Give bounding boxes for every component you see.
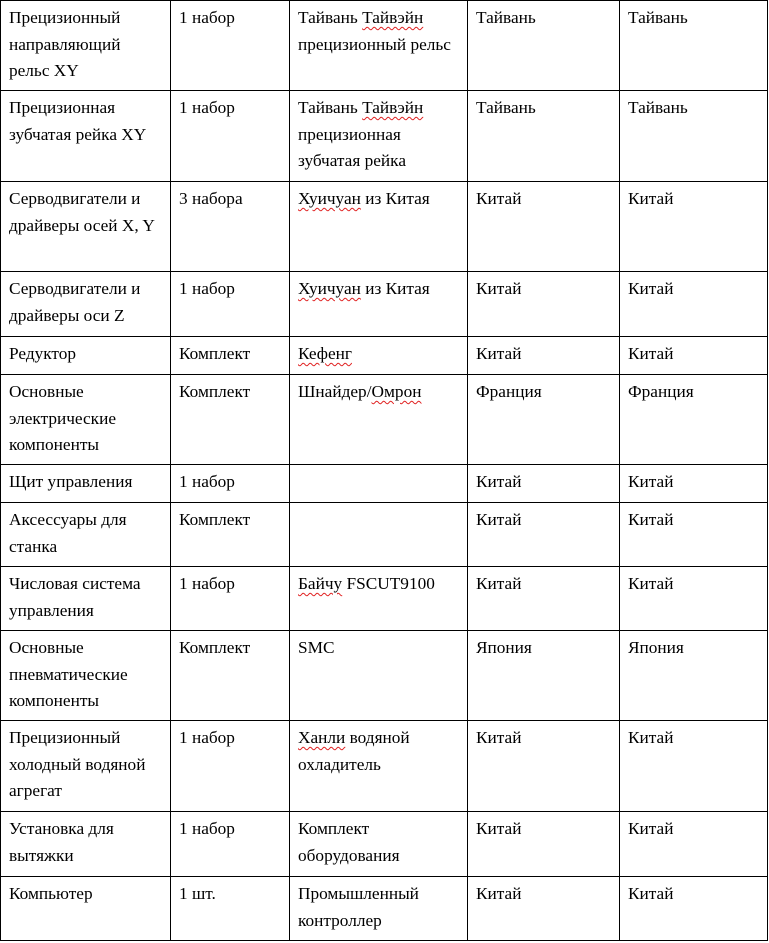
manufacturer-cell: Япония (620, 631, 768, 721)
spellcheck-word: Кефенг (298, 344, 352, 363)
quantity-cell: 3 набора (171, 182, 290, 272)
table-row (1, 91, 768, 182)
component-cell: Числовая система управления (1, 567, 171, 631)
component-cell: Основные электрические компоненты (1, 375, 171, 465)
brand-text: Комплект оборудования (298, 819, 400, 865)
brand-cell (290, 631, 468, 721)
component-cell: Серводвигатели и драйверы осей X, Y (1, 182, 171, 272)
origin-cell: Франция (468, 375, 620, 465)
table-row (1, 465, 768, 503)
component-cell: Прецизионная зубчатая рейка XY (1, 91, 171, 182)
brand-text-tail: прецизионный рельс (298, 34, 451, 54)
manufacturer-cell: Китай (620, 877, 768, 941)
table-row (1, 272, 768, 337)
origin-cell: Китай (468, 812, 620, 877)
table-row (1, 812, 768, 877)
origin-cell: Китай (468, 465, 620, 503)
manufacturer-cell: Китай (620, 272, 768, 337)
component-cell: Прецизионный направляющий рельс XY (1, 1, 171, 91)
table-row (1, 1, 768, 91)
origin-cell: Китай (468, 503, 620, 567)
brand-text-tail: из Китая (365, 279, 430, 298)
origin-cell: Китай (468, 272, 620, 337)
manufacturer-cell: Китай (620, 182, 768, 272)
brand-cell (290, 877, 468, 941)
quantity-cell: 1 набор (171, 1, 290, 91)
origin-cell: Китай (468, 337, 620, 375)
component-cell: Редуктор (1, 337, 171, 375)
table-row (1, 375, 768, 465)
origin-cell: Япония (468, 631, 620, 721)
quantity-cell: 1 набор (171, 91, 290, 182)
brand-text-tail: FSCUT9100 (346, 574, 435, 593)
brand-text: Промышленный контроллер (298, 884, 419, 930)
brand-text: Тайвань (298, 8, 358, 27)
component-cell: Основные пневматические компоненты (1, 631, 171, 721)
brand-cell (290, 721, 468, 812)
origin-cell: Китай (468, 567, 620, 631)
spellcheck-word: Омрон (371, 382, 422, 401)
manufacturer-cell: Франция (620, 375, 768, 465)
component-cell: Прецизионный холодный водяной агрегат (1, 721, 171, 812)
spellcheck-word: Тайвэйн (362, 8, 424, 27)
origin-cell: Китай (468, 721, 620, 812)
brand-cell (290, 465, 468, 503)
table-row (1, 182, 768, 272)
quantity-cell: 1 набор (171, 272, 290, 337)
manufacturer-cell: Китай (620, 337, 768, 375)
component-cell: Щит управления (1, 465, 171, 503)
brand-cell (290, 337, 468, 375)
brand-cell (290, 1, 468, 91)
component-cell: Компьютер (1, 877, 171, 941)
brand-text-tail: прецизионная зубчатая рейка (298, 124, 406, 170)
table-row (1, 503, 768, 567)
brand-text-tail: из Китая (365, 189, 430, 208)
component-cell: Аксессуары для станка (1, 503, 171, 567)
manufacturer-cell: Тайвань (620, 91, 768, 182)
origin-cell: Тайвань (468, 91, 620, 182)
table-row (1, 631, 768, 721)
brand-cell (290, 375, 468, 465)
spellcheck-word: Хуичуан (298, 189, 361, 208)
quantity-cell: 1 набор (171, 567, 290, 631)
brand-cell (290, 503, 468, 567)
manufacturer-cell: Китай (620, 567, 768, 631)
brand-cell (290, 272, 468, 337)
quantity-cell: 1 набор (171, 721, 290, 812)
table-row (1, 721, 768, 812)
component-cell: Серводвигатели и драйверы оси Z (1, 272, 171, 337)
table-row (1, 337, 768, 375)
origin-cell: Китай (468, 877, 620, 941)
quantity-cell: Комплект (171, 503, 290, 567)
brand-text-tail: водяной охладитель (298, 728, 410, 774)
brand-text: Тайвань (298, 98, 358, 117)
table-row (1, 567, 768, 631)
brand-cell (290, 182, 468, 272)
brand-cell (290, 567, 468, 631)
manufacturer-cell: Китай (620, 812, 768, 877)
brand-text: SMC (298, 638, 335, 657)
quantity-cell: 1 набор (171, 812, 290, 877)
spellcheck-word: Ханли (298, 728, 346, 747)
spellcheck-word: Хуичуан (298, 279, 361, 298)
component-cell: Установка для вытяжки (1, 812, 171, 877)
brand-cell (290, 812, 468, 877)
table-row (1, 877, 768, 941)
manufacturer-cell: Китай (620, 721, 768, 812)
manufacturer-cell: Тайвань (620, 1, 768, 91)
origin-cell: Тайвань (468, 1, 620, 91)
brand-cell (290, 91, 468, 182)
quantity-cell: Комплект (171, 631, 290, 721)
manufacturer-cell: Китай (620, 465, 768, 503)
quantity-cell: 1 шт. (171, 877, 290, 941)
quantity-cell: 1 набор (171, 465, 290, 503)
quantity-cell: Комплект (171, 375, 290, 465)
manufacturer-cell: Китай (620, 503, 768, 567)
brand-text: Шнайдер/ (298, 382, 372, 401)
spellcheck-word: Тайвэйн (362, 98, 424, 117)
spellcheck-word: Байчу (298, 574, 343, 593)
quantity-cell: Комплект (171, 337, 290, 375)
origin-cell: Китай (468, 182, 620, 272)
